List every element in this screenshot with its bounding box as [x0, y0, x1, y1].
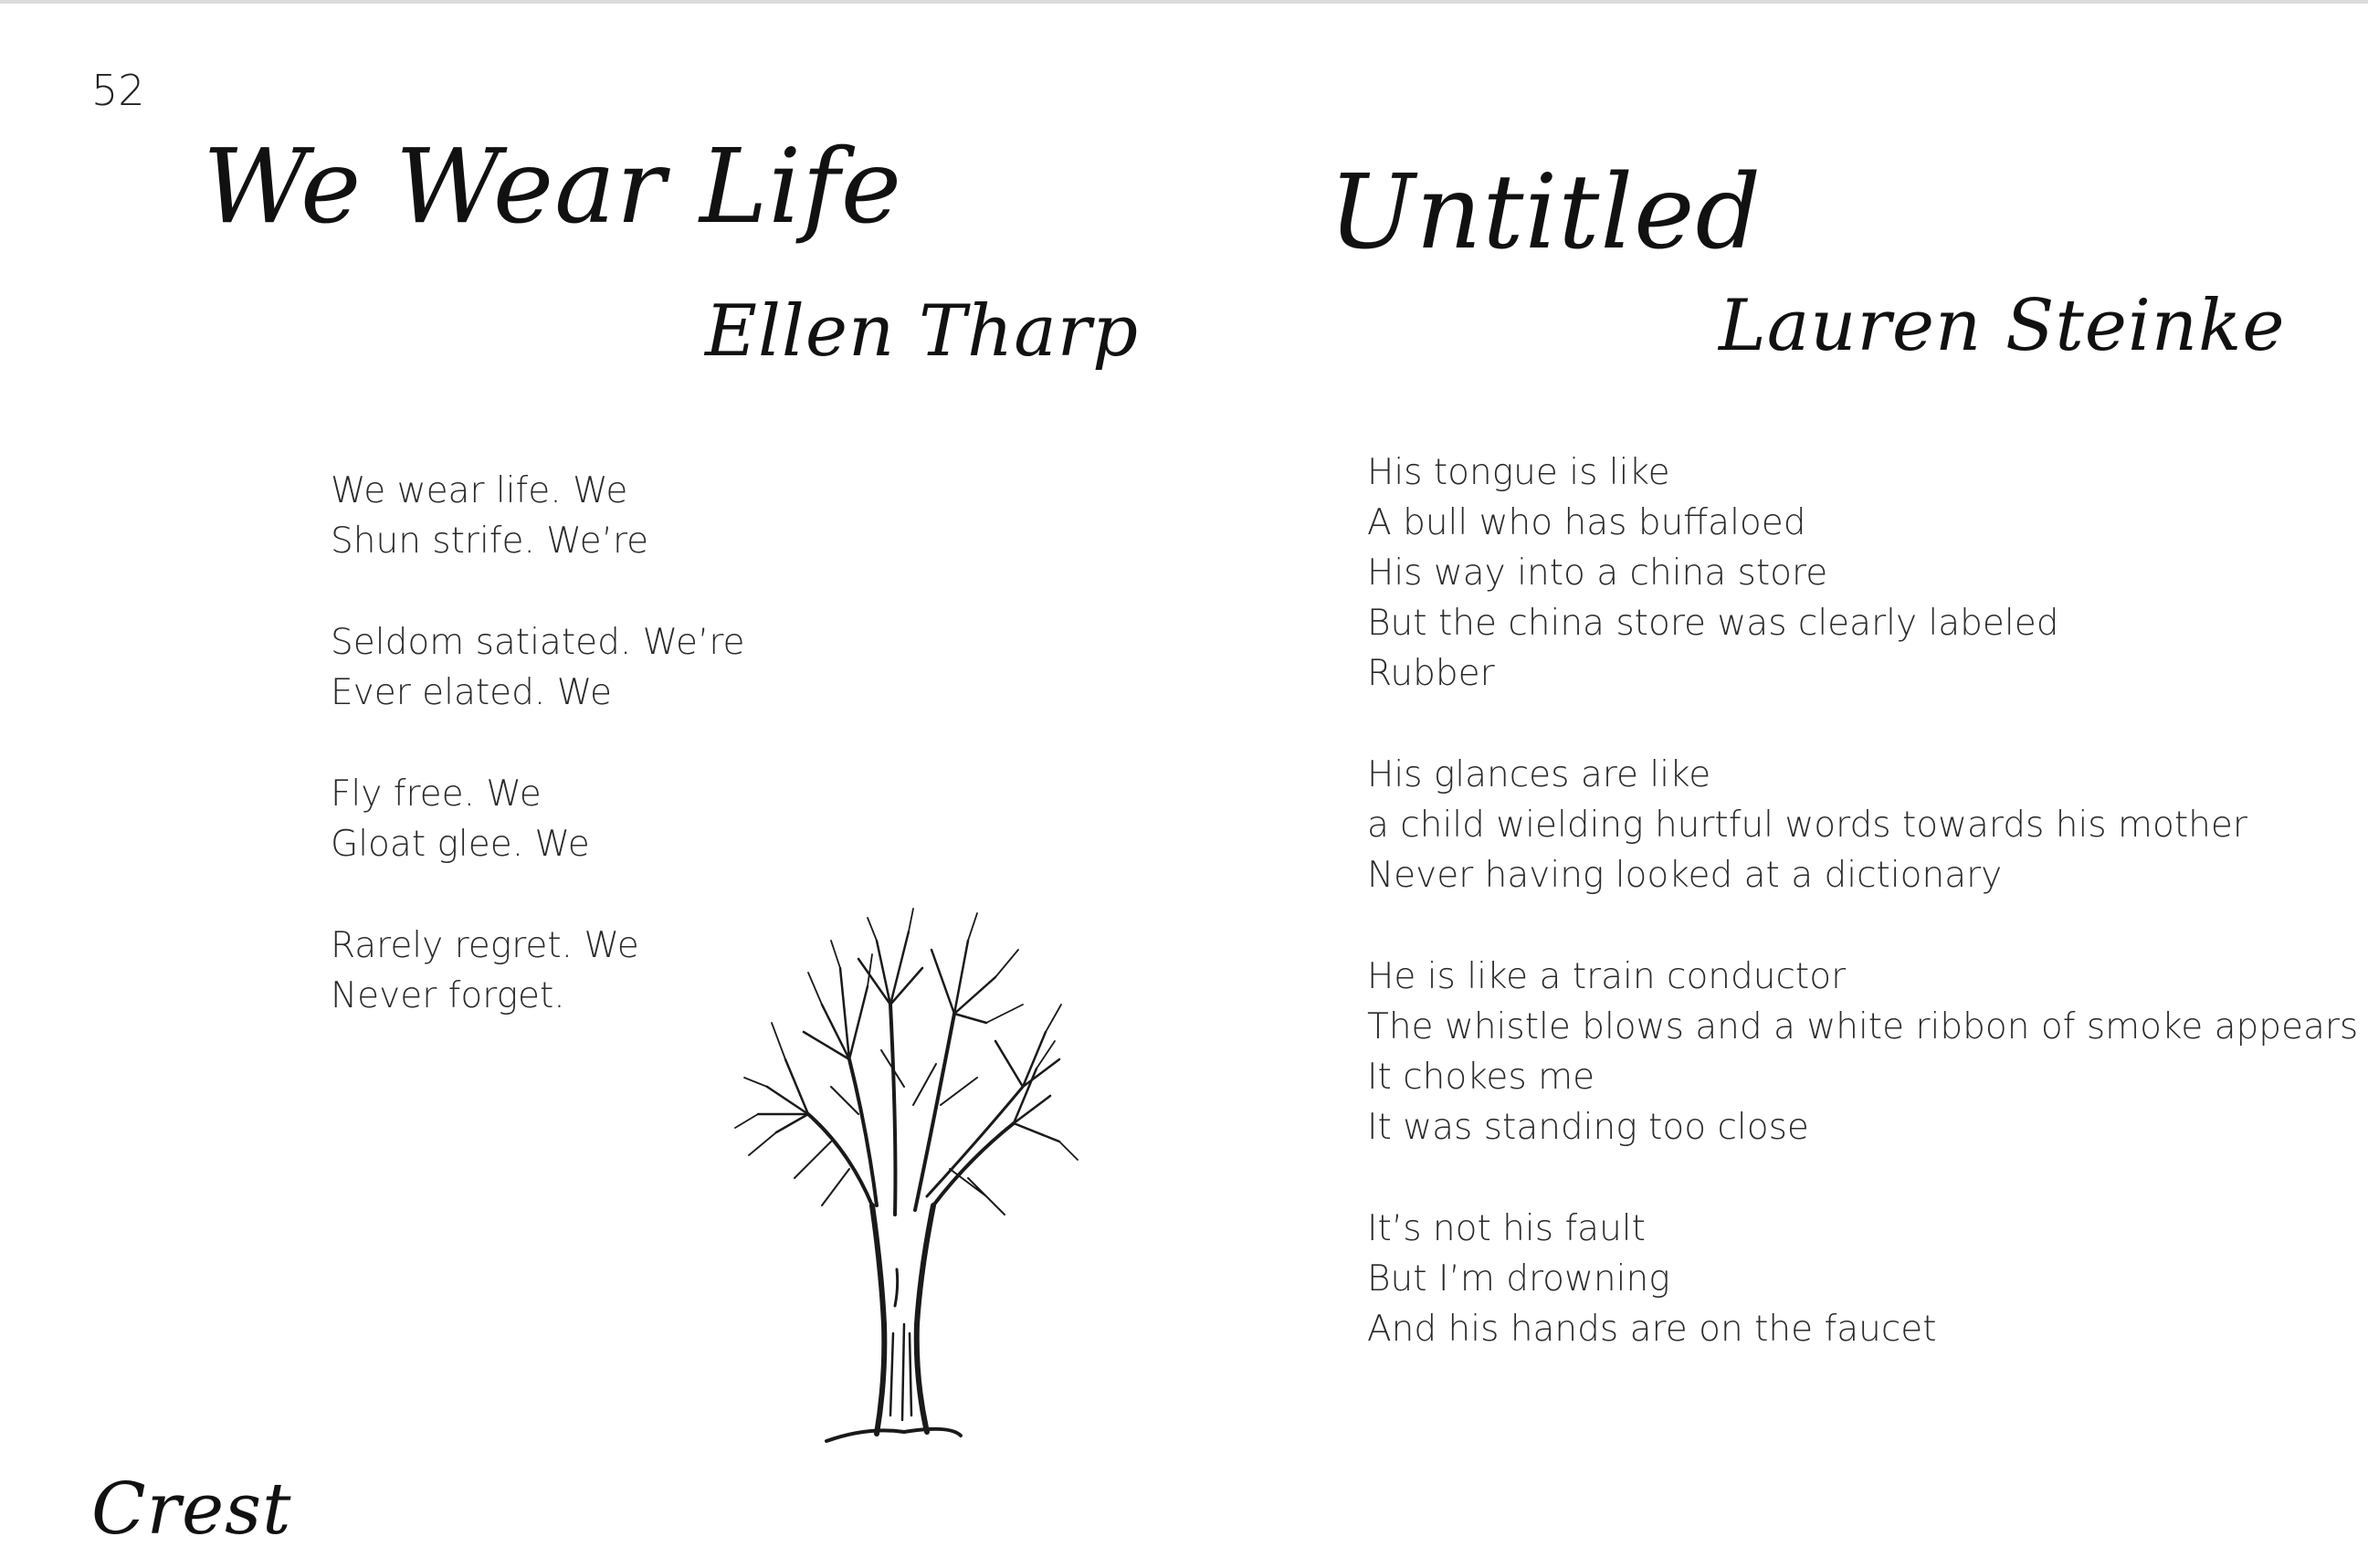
- left-poem-title: We Wear Life: [203, 128, 902, 247]
- poem-line: A bull who has buffaloed: [1367, 502, 1806, 543]
- poem-line: His way into a china store: [1367, 552, 1828, 594]
- poem-line: Rarely regret. We: [331, 925, 639, 966]
- left-poem-author: Ellen Tharp: [705, 290, 1140, 373]
- right-poem-author: Lauren Steinke: [1719, 285, 2286, 367]
- poem-line: But I’m drowning: [1367, 1258, 1670, 1300]
- stanza: [331, 921, 787, 1021]
- poem-line: Shun strife. We’re: [331, 521, 649, 562]
- right-poem-body: [1367, 447, 2359, 1405]
- poem-line: Gloat glee. We: [331, 824, 590, 865]
- tree-icon: [721, 904, 1087, 1452]
- left-poem-body: [331, 466, 787, 1072]
- stanza: [331, 466, 787, 566]
- poem-line: Never forget.: [331, 975, 565, 1016]
- poem-line: His tongue is like: [1367, 452, 1670, 493]
- poem-line: It’s not his fault: [1367, 1208, 1646, 1249]
- page-top-edge: [0, 0, 2368, 4]
- poem-line: Ever elated. We: [331, 672, 612, 713]
- poem-line: Never having looked at a dictionary: [1367, 855, 2003, 896]
- poem-line: We wear life. We: [331, 470, 628, 511]
- page-number: 52: [91, 66, 145, 115]
- poem-line: Fly free. We: [331, 773, 542, 815]
- poem-line: The whistle blows and a white ribbon of smoke appears: [1367, 1006, 2359, 1047]
- poem-line: He is like a train conductor: [1367, 956, 1847, 997]
- right-poem-title: Untitled: [1329, 153, 1763, 272]
- poem-line: It chokes me: [1367, 1057, 1595, 1098]
- stanza: [1367, 447, 2353, 699]
- stanza: [1367, 1204, 2353, 1354]
- poem-line: a child wielding hurtful words towards his mother: [1367, 805, 2247, 846]
- stanza: [331, 617, 787, 718]
- poem-line: It was standing too close: [1367, 1107, 1809, 1148]
- stanza: [1367, 952, 2359, 1152]
- poem-line: Rubber: [1367, 653, 1495, 694]
- stanza: [331, 769, 787, 869]
- poem-line: And his hands are on the faucet: [1367, 1309, 1937, 1350]
- poem-line: Seldom satiated. We’re: [331, 622, 745, 663]
- stanza: [1367, 750, 2353, 900]
- poem-line: His glances are like: [1367, 754, 1711, 795]
- poem-line: But the china store was clearly labeled: [1367, 603, 2059, 644]
- footer-brand: Crest: [91, 1468, 292, 1551]
